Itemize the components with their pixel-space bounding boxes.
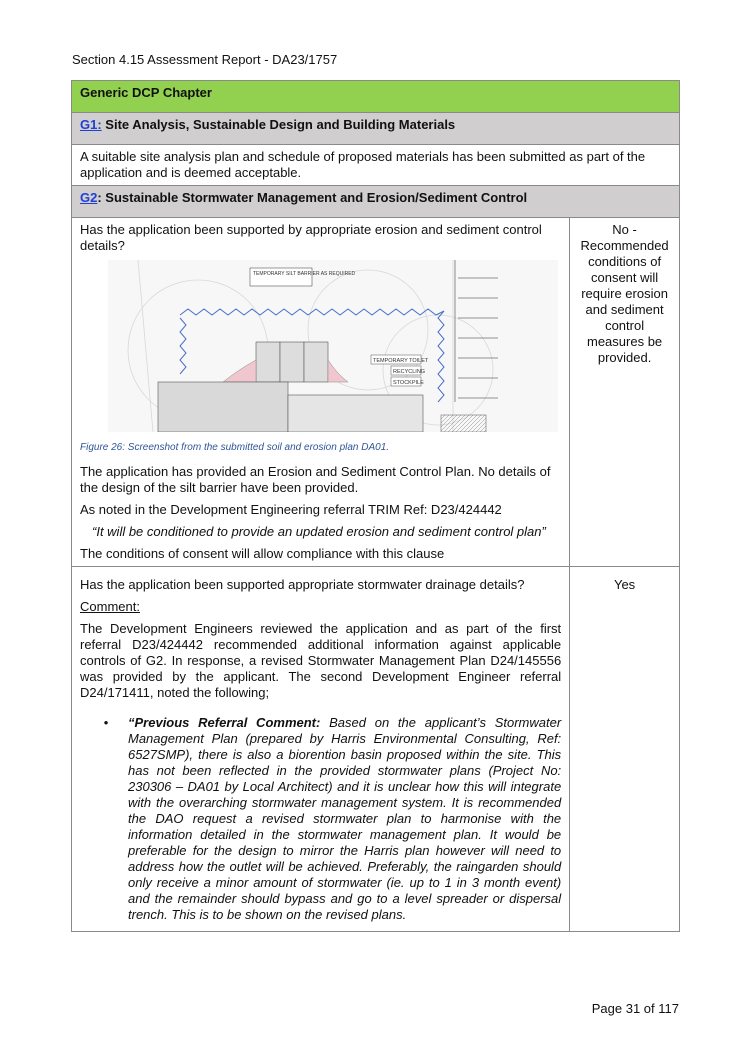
document-header: Section 4.15 Assessment Report - DA23/1757 bbox=[72, 52, 338, 67]
chapter-header-row bbox=[72, 81, 680, 113]
g1-body-row bbox=[72, 145, 680, 186]
figure-caption: Figure 26: Screenshot from the submitted soil and erosion plan DA01. bbox=[80, 442, 390, 453]
recycling-label: RECYCLING bbox=[393, 369, 426, 375]
comment-label: Comment: bbox=[80, 599, 140, 614]
q1-paragraph-1: The application has provided an Erosion and Sediment Control Plan. No details of the design of the silt barrier have been provided. bbox=[80, 464, 551, 495]
g2-q2-content bbox=[72, 567, 570, 932]
g2-header-row bbox=[72, 186, 680, 218]
stockpile-label: STOCKPILE bbox=[393, 380, 424, 386]
toilet-label: TEMPORARY TOILET bbox=[373, 358, 429, 364]
bullet-lead: “Previous Referral Comment: bbox=[128, 715, 321, 730]
q2-question: Has the application been supported appropriate stormwater drainage details? bbox=[80, 577, 525, 592]
g1-link[interactable]: G1: bbox=[80, 117, 102, 132]
g2-q1-row bbox=[72, 218, 680, 567]
q1-quote: “It will be conditioned to provide an updated erosion and sediment control plan” bbox=[92, 524, 546, 539]
referral-bullet bbox=[80, 715, 561, 923]
q1-paragraph-2: As noted in the Development Engineering referral TRIM Ref: D23/424442 bbox=[80, 502, 502, 517]
site-plan-drawing bbox=[108, 260, 558, 432]
q2-answer: Yes bbox=[570, 567, 680, 932]
page-number: Page 31 of 117 bbox=[591, 1001, 679, 1016]
bullet-body: Based on the applicant’s Stormwater Management Plan (prepared by Harris Environmental Consulting, Ref: 6527SMP), there is also a biorention basin proposed within the site. This has not been reflected in the provided stormwater plans (Project No: 230306 – DA01 by Local Architect) and it is unclear how this will integrate with the overarching stormwater management system. It is recommended the DAO request a revised stormwater plan to harmonise with the information detailed in the stormwater management plan. It would be preferable for the design to mirror the Harris plan however will need to address how the outlet will be achieved. Preferably, the raingarden should only receive a minor amount of stormwater (ie. up to 1 in 3 month event) and the remainder should bypass and go to a level spreader or dispersal trench. This is to be shown on the revised plans. bbox=[128, 715, 562, 922]
silt-barrier-label: TEMPORARY SILT BARRIER AS REQUIRED bbox=[253, 271, 356, 277]
g1-title: Site Analysis, Sustainable Design and Building Materials bbox=[101, 117, 456, 132]
bullet-icon: • bbox=[103, 715, 109, 730]
bullet-content bbox=[128, 715, 561, 923]
g1-body: A suitable site analysis plan and schedule of proposed materials has been submitted as part of the application and is deemed acceptable. bbox=[72, 145, 680, 186]
g2-title: : Sustainable Stormwater Management and Erosion/Sediment Control bbox=[97, 190, 528, 205]
q1-question: Has the application been supported by appropriate erosion and sediment control details? bbox=[80, 222, 542, 253]
chapter-title: Generic DCP Chapter bbox=[72, 81, 680, 113]
g2-q2-row bbox=[72, 567, 680, 932]
q1-paragraph-3: The conditions of consent will allow compliance with this clause bbox=[80, 546, 445, 561]
q1-answer: No - Recommended conditions of consent will require erosion and sediment control measures be provided. bbox=[570, 218, 680, 567]
g2-q1-content bbox=[72, 218, 570, 567]
erosion-plan-figure bbox=[108, 260, 558, 432]
g2-heading bbox=[72, 186, 680, 218]
q2-paragraph-1: The Development Engineers reviewed the application and as part of the first referral D23/424442 recommended additional information against applicable controls of G2. In response, a revised Stormwater Management Plan D24/145556 was provided by the applicant. The second Development Engineer referral D24/171411, noted the following; bbox=[80, 621, 562, 700]
g1-header-row bbox=[72, 113, 680, 145]
dcp-assessment-table bbox=[71, 80, 680, 932]
g1-heading bbox=[72, 113, 680, 145]
g2-link[interactable]: G2 bbox=[80, 190, 98, 205]
